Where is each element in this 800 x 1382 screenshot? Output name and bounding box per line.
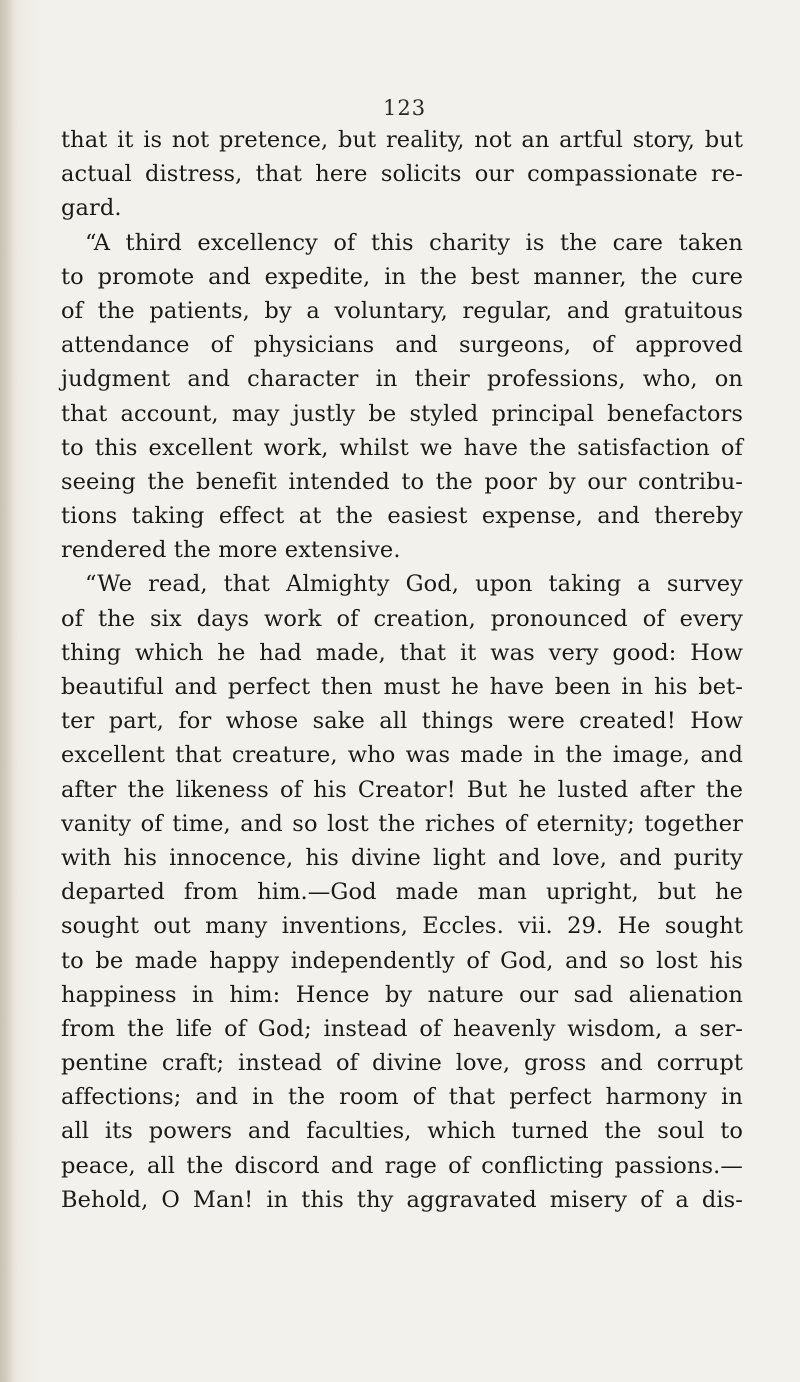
text-line: pentine craft; instead of divine love, gross and corrupt — [61, 1050, 743, 1077]
text-line: beautiful and perfect then must he have been in his bet- — [61, 674, 743, 700]
text-line: “A third excellency of this charity is the care taken — [85, 229, 743, 256]
text-line: to promote and expedite, in the best manner, the cure — [61, 263, 743, 290]
text-line: excellent that creature, who was made in the image, and — [61, 742, 743, 769]
text-line: attendance of physicians and surgeons, of approved — [61, 332, 743, 359]
text-line: happiness in him: Hence by nature our sad alienation — [61, 981, 743, 1008]
text-line: all its powers and faculties, which turned the soul to — [61, 1118, 743, 1145]
text-line: after the likeness of his Creator! But he lusted after the — [61, 776, 743, 803]
page-number: 123 — [383, 96, 427, 120]
text-line: tions taking effect at the easiest expense, and thereby — [61, 503, 743, 530]
text-line: of the patients, by a voluntary, regular, and gratuitous — [61, 297, 743, 324]
text-line: gard. — [61, 195, 122, 222]
binding-shadow — [0, 0, 14, 1382]
text-line: from the life of God; instead of heavenly wisdom, a ser- — [61, 1015, 743, 1042]
text-line: to this excellent work, whilst we have the satisfaction of — [61, 434, 743, 461]
text-line: rendered the more extensive. — [61, 537, 401, 564]
text-line: that account, may justly be styled principal benefactors — [61, 400, 743, 427]
text-line: of the six days work of creation, pronounced of every — [61, 605, 743, 632]
text-line: with his innocence, his divine light and love, and purity — [61, 844, 743, 871]
text-line: thing which he had made, that it was very good: How — [61, 639, 743, 666]
text-line: judgment and character in their professions, who, on — [61, 366, 743, 393]
text-line: “We read, that Almighty God, upon taking a survey — [85, 571, 743, 598]
text-line: vanity of time, and so lost the riches of eternity; together — [61, 810, 743, 837]
text-line: that it is not pretence, but reality, not an artful story, but — [61, 127, 743, 153]
text-line: seeing the benefit intended to the poor by our contribu- — [61, 468, 743, 495]
text-line: departed from him.—God made man upright, but he — [61, 879, 743, 906]
text-line: to be made happy independently of God, and so lost his — [61, 947, 743, 974]
text-line: Behold, O Man! in this thy aggravated misery of a dis- — [61, 1186, 743, 1213]
text-line: peace, all the discord and rage of conflicting passions.— — [61, 1152, 743, 1179]
body-text — [61, 123, 743, 1217]
text-line: sought out many inventions, Eccles. vii. 29. He sought — [61, 913, 743, 940]
text-line: ter part, for whose sake all things were created! How — [61, 708, 743, 735]
text-line: actual distress, that here solicits our compassionate re- — [61, 161, 743, 188]
text-line: affections; and in the room of that perfect harmony in — [61, 1084, 743, 1111]
